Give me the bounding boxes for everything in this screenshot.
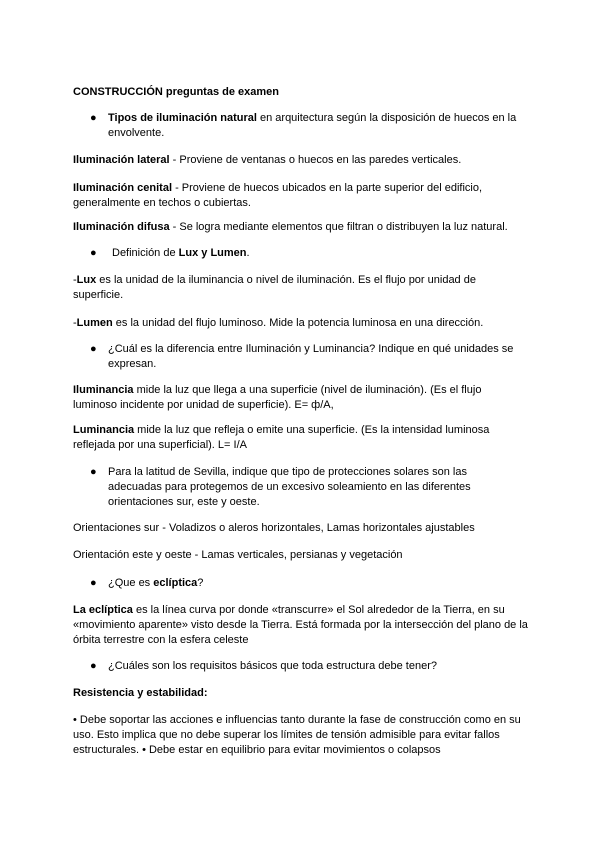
bullet-icon: ● (90, 577, 97, 589)
bullet-icon: ● (90, 466, 97, 478)
bullet-icon: ● (90, 660, 97, 672)
paragraph-lateral-lighting: Iluminación lateral - Proviene de ventanas o huecos en las paredes verticales. (73, 154, 462, 166)
bullet-icon: ● (90, 247, 97, 259)
paragraph-resistance-stability: • Debe soportar las acciones e influencias tanto durante la fase de construcción como en su uso. Esto implica que no debe superar los límites de tensión admisible para evitar fallos estructurales. • Debe estar en equilibrio para evitar movimientos o colapsos (73, 714, 521, 756)
paragraph-ecliptic: La eclíptica es la línea curva por donde «transcurre» el Sol alrededor de la Tierra, en su «movimiento aparente» visto desde la Tierra. Está formada por la intersección del plano de la órbita terrestre con la esfera celeste (73, 604, 528, 646)
paragraph-luminance: Luminancia mide la luz que refleja o emite una superficie. (Es la intensidad luminosa reflejada por una superficial). L= I/A (73, 424, 490, 451)
document-title: CONSTRUCCIÓN preguntas de examen (73, 86, 279, 98)
paragraph-lumen: -Lumen es la unidad del flujo luminoso. Mide la potencia luminosa en una dirección. (73, 317, 484, 329)
bullet-icon: ● (90, 343, 97, 355)
paragraph-zenithal-lighting: Iluminación cenital - Proviene de huecos ubicados en la parte superior del edificio, generalmente en techos o cubiertas. (73, 182, 483, 209)
paragraph-lux: -Lux es la unidad de la iluminancia o nivel de iluminación. Es el flujo por unidad de superficie. (73, 274, 476, 301)
paragraph-south-orientation: Orientaciones sur - Voladizos o aleros horizontales, Lamas horizontales ajustables (73, 522, 475, 534)
document-page: CONSTRUCCIÓN preguntas de examen ● Tipos de iluminación natural en arquitectura según la disposición de huecos en la envolvente. Iluminación lateral - Proviene de ventanas o huecos en las paredes verticales. Iluminación cenital - Proviene de huecos ubicados en la parte superior del edificio, generalmente en techos o cubiertas. Iluminación difusa - Se logra mediante elementos que filtran o distribuyen la luz natural. ● Definición de Lux y Lumen. -Lux es la unidad de la iluminancia o nivel de iluminación. Es el flujo por unidad de superficie. -Lumen es la unidad del flujo luminoso. Mide la potencia luminosa en una dirección. ● ¿Cuál es la diferencia entre Iluminación y Luminancia? Indique en qué unidades se expresan. Iluminancia mide la luz que llega a una superficie (nivel de iluminación). (Es el flujo luminoso incidente por unidad de superficie). E= ф/A, Luminancia mide la luz que refleja o emite una superficie. (Es la intensidad luminosa reflejada por una superficial). L= I/A ● Para la latitud de Sevilla, indique que tipo de protecciones solares son las adecuadas para protegemos de un excesivo soleamiento en las diferentes orientaciones sur, este y oeste. Orientaciones sur - Voladizos o aleros horizontales, Lamas horizontales ajustables Orientación este y oeste - Lamas verticales, persianas y vegetación ● ¿Que es eclíptica? La eclíptica es la línea curva por donde «transcurre» el Sol alrededor de la Tierra, en su «movimiento aparente» visto desde la Tierra. Está formada por la intersección del plano de la órbita terrestre con la esfera celeste ● ¿Cuáles son los requisitos básicos que toda estructura debe tener? Resistencia y estabilidad: • Debe soportar las acciones e influencias tanto durante la fase de construcción como en su uso. Esto implica que no debe superar los límites de tensión admisible para evitar fallos estructurales. • Debe estar en equilibrio para evitar movimientos o colapsos (73, 86, 528, 756)
heading-resistance-stability: Resistencia y estabilidad: (73, 687, 208, 699)
paragraph-east-west-orientation: Orientación este y oeste - Lamas verticales, persianas y vegetación (73, 549, 403, 561)
bullet-icon: ● (90, 112, 97, 124)
paragraph-diffuse-lighting: Iluminación difusa - Se logra mediante elementos que filtran o distribuyen la luz natural. (73, 221, 508, 233)
question-bold: Tipos de iluminación natural (108, 112, 257, 124)
paragraph-illuminance: Iluminancia mide la luz que llega a una superficie (nivel de iluminación). (Es el flujo luminoso incidente por unidad de superficie). E= ф/A, (73, 384, 482, 411)
